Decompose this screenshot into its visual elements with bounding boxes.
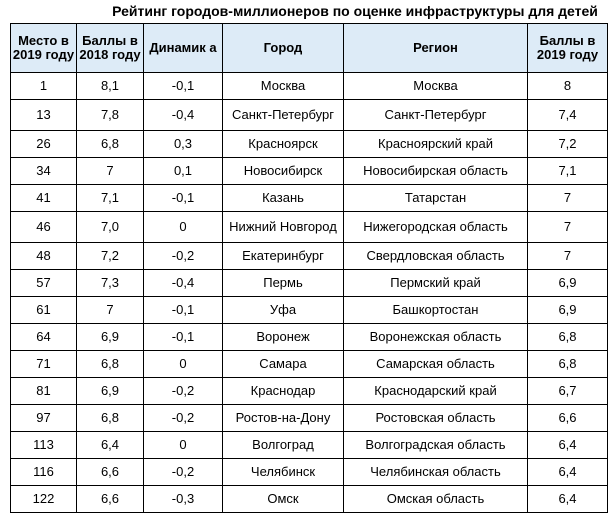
cell-city: Челябинск [223,459,344,486]
cell-rank: 116 [11,459,77,486]
header-row [11,24,608,73]
cell-score-2018: 6,9 [77,378,144,405]
table-row [11,185,608,212]
cell-score-2019: 7,1 [528,158,608,185]
cell-city: Новосибирск [223,158,344,185]
cell-city: Екатеринбург [223,243,344,270]
cell-rank: 71 [11,351,77,378]
table-row [11,131,608,158]
cell-score-2018: 7,1 [77,185,144,212]
table-row [11,270,608,297]
cell-region: Пермский край [344,270,528,297]
header-dynamics: Динамик а [144,24,223,73]
table-row [11,324,608,351]
cell-rank: 34 [11,158,77,185]
cell-score-2018: 6,8 [77,351,144,378]
cell-region: Красноярский край [344,131,528,158]
cell-dynamics: -0,2 [144,243,223,270]
header-region: Регион [344,24,528,73]
cell-dynamics: -0,2 [144,405,223,432]
table-title: Рейтинг городов-миллионеров по оценке инфраструктуры для детей [112,3,598,19]
cell-score-2018: 7,8 [77,100,144,131]
table-row [11,243,608,270]
cell-score-2019: 6,9 [528,297,608,324]
cell-city: Москва [223,73,344,100]
cell-rank: 64 [11,324,77,351]
header-score-2018: Баллы в 2018 году [77,24,144,73]
cell-region: Воронежская область [344,324,528,351]
cell-rank: 48 [11,243,77,270]
cell-score-2018: 7,3 [77,270,144,297]
cell-score-2018: 7,2 [77,243,144,270]
cell-score-2018: 6,6 [77,486,144,513]
city-rating-table [10,23,608,513]
cell-rank: 26 [11,131,77,158]
cell-score-2018: 8,1 [77,73,144,100]
cell-rank: 81 [11,378,77,405]
cell-score-2019: 6,8 [528,324,608,351]
cell-score-2019: 7,4 [528,100,608,131]
cell-score-2018: 7,0 [77,212,144,243]
cell-score-2019: 6,7 [528,378,608,405]
cell-score-2018: 6,8 [77,405,144,432]
cell-score-2019: 6,6 [528,405,608,432]
cell-dynamics: 0,3 [144,131,223,158]
cell-city: Казань [223,185,344,212]
cell-score-2019: 6,4 [528,486,608,513]
cell-region: Самарская область [344,351,528,378]
cell-region: Башкортостан [344,297,528,324]
cell-score-2019: 7 [528,212,608,243]
table-row [11,351,608,378]
cell-score-2018: 6,4 [77,432,144,459]
table-row [11,212,608,243]
cell-dynamics: 0,1 [144,158,223,185]
cell-dynamics: -0,1 [144,73,223,100]
cell-city: Краснодар [223,378,344,405]
cell-dynamics: 0 [144,212,223,243]
cell-score-2018: 6,8 [77,131,144,158]
table-row [11,486,608,513]
cell-score-2019: 6,4 [528,432,608,459]
cell-city: Ростов-на-Дону [223,405,344,432]
cell-region: Свердловская область [344,243,528,270]
cell-region: Татарстан [344,185,528,212]
table-row [11,297,608,324]
cell-city: Пермь [223,270,344,297]
table-row [11,378,608,405]
cell-score-2019: 7 [528,243,608,270]
cell-dynamics: -0,4 [144,270,223,297]
cell-dynamics: -0,3 [144,486,223,513]
cell-region: Волгоградская область [344,432,528,459]
header-rank: Место в 2019 году [11,24,77,73]
cell-score-2019: 6,8 [528,351,608,378]
cell-rank: 97 [11,405,77,432]
cell-dynamics: -0,2 [144,459,223,486]
cell-city: Нижний Новгород [223,212,344,243]
cell-score-2019: 6,4 [528,459,608,486]
cell-dynamics: -0,1 [144,297,223,324]
cell-city: Омск [223,486,344,513]
cell-score-2018: 7 [77,158,144,185]
table-row [11,432,608,459]
table-body [11,73,608,513]
cell-rank: 46 [11,212,77,243]
table-row [11,405,608,432]
table-row [11,158,608,185]
table-row [11,73,608,100]
cell-city: Красноярск [223,131,344,158]
table-header [11,24,608,73]
cell-region: Новосибирская область [344,158,528,185]
cell-score-2019: 7,2 [528,131,608,158]
cell-rank: 113 [11,432,77,459]
cell-city: Воронеж [223,324,344,351]
cell-score-2018: 6,6 [77,459,144,486]
cell-dynamics: 0 [144,432,223,459]
cell-city: Санкт-Петербург [223,100,344,131]
header-city: Город [223,24,344,73]
cell-city: Уфа [223,297,344,324]
cell-rank: 13 [11,100,77,131]
table-row [11,459,608,486]
cell-dynamics: -0,2 [144,378,223,405]
cell-city: Волгоград [223,432,344,459]
cell-region: Москва [344,73,528,100]
cell-rank: 61 [11,297,77,324]
cell-score-2018: 6,9 [77,324,144,351]
cell-dynamics: -0,1 [144,324,223,351]
cell-dynamics: -0,1 [144,185,223,212]
cell-region: Ростовская область [344,405,528,432]
cell-region: Краснодарский край [344,378,528,405]
cell-rank: 1 [11,73,77,100]
cell-rank: 57 [11,270,77,297]
cell-score-2018: 7 [77,297,144,324]
cell-city: Самара [223,351,344,378]
table-row [11,100,608,131]
cell-region: Омская область [344,486,528,513]
cell-score-2019: 6,9 [528,270,608,297]
cell-rank: 41 [11,185,77,212]
cell-dynamics: 0 [144,351,223,378]
cell-region: Челябинская область [344,459,528,486]
header-score-2019: Баллы в 2019 году [528,24,608,73]
cell-rank: 122 [11,486,77,513]
cell-region: Санкт-Петербург [344,100,528,131]
cell-score-2019: 7 [528,185,608,212]
cell-dynamics: -0,4 [144,100,223,131]
cell-score-2019: 8 [528,73,608,100]
cell-region: Нижегородская область [344,212,528,243]
